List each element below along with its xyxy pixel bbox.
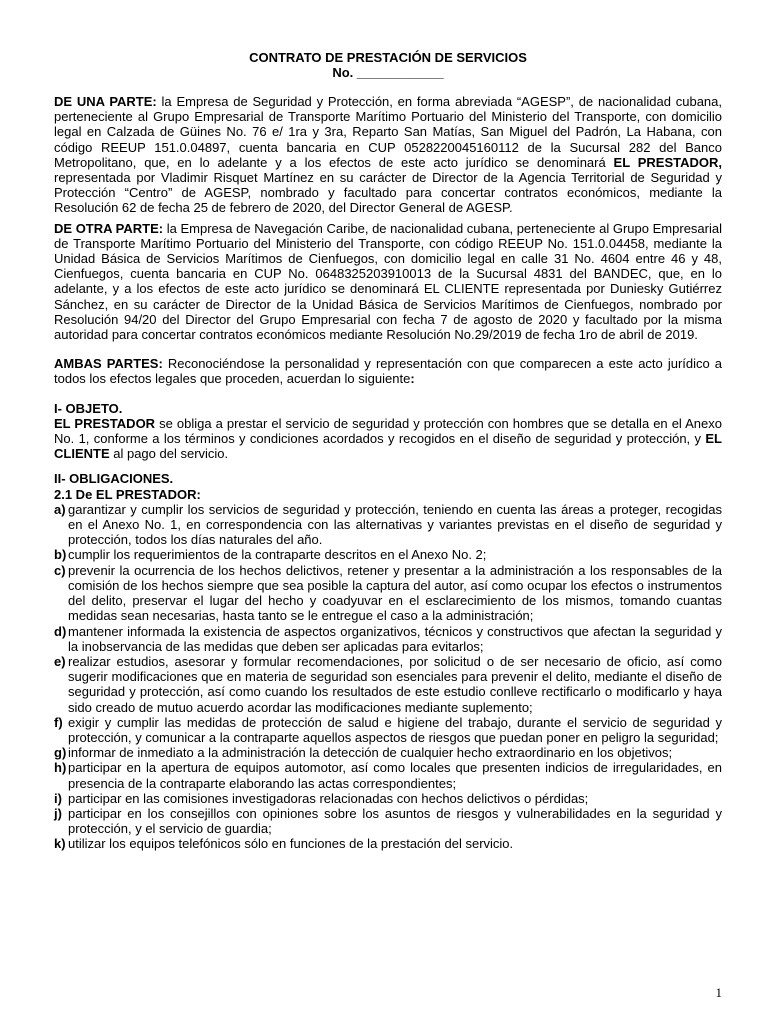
objeto-bold-cliente: EL CLIENTE bbox=[54, 431, 722, 462]
both-parties-paragraph bbox=[54, 356, 722, 386]
item-label: g) bbox=[54, 745, 67, 761]
list-item bbox=[54, 836, 722, 851]
contract-number: No. ____________ bbox=[332, 65, 444, 80]
item-text: mantener informada la existencia de aspectos organizativos, técnicos y constructivos que afectan la seguridad y la inobservancia de las medidas que deben ser aplicadas para evitarlos; bbox=[68, 623, 722, 654]
section-objeto-heading: I- OBJETO. bbox=[54, 400, 123, 416]
item-text: garantizar y cumplir los servicios de seguridad y protección, teniendo en cuenta las áreas a proteger, recogidas en el Anexo No. 1, en correspondencia con las alternativas y variantes previstas en el diseño de seguridad y protección, todos los días naturales del año. bbox=[68, 501, 722, 548]
item-label: e) bbox=[54, 653, 66, 669]
list-item bbox=[54, 624, 722, 654]
item-label: i) bbox=[54, 790, 62, 806]
item-label: c) bbox=[54, 562, 66, 578]
obligations-list bbox=[54, 502, 722, 852]
both-parties-text: Reconociéndose la personalidad y representación con que comparecen a este acto jurídico a todos los efectos legales que proceden, acuerdan lo siguiente bbox=[54, 356, 723, 387]
section-obligaciones-heading: II- OBLIGACIONES. bbox=[54, 471, 174, 487]
list-item bbox=[54, 502, 722, 548]
list-item bbox=[54, 791, 722, 806]
list-item bbox=[54, 760, 722, 790]
party-one-bold: EL PRESTADOR, bbox=[613, 154, 722, 170]
party-two-label: DE OTRA PARTE: bbox=[54, 220, 164, 236]
party-one-paragraph bbox=[54, 94, 722, 216]
item-label: j) bbox=[54, 805, 62, 821]
page-number: 1 bbox=[715, 985, 722, 1000]
party-one-text-a: la Empresa de Seguridad y Protección, en forma abreviada “AGESP”, de nacionalidad cubana, perteneciente al Grupo Empresarial de Transporte Marítimo Portuario del Ministerio del Transporte, con domicilio legal en Calzada de Güines No. 76 e/ 1ra y 3ra, Reparto San Matías, San Miguel del Padrón, La Habana, con código REEUP 151.0.04897, cuenta bancaria en CUP 0528220045160112 de la Sucursal 282 del Banco Metropolitano, que, en lo adelante y a los efectos de este acto jurídico se denominará bbox=[54, 94, 722, 170]
party-one-label: DE UNA PARTE: bbox=[54, 94, 157, 109]
title-block bbox=[54, 50, 722, 80]
section-objeto-paragraph bbox=[54, 416, 722, 462]
objeto-text-b: al pago del servicio. bbox=[109, 446, 229, 462]
list-item bbox=[54, 547, 722, 562]
item-label: a) bbox=[54, 501, 66, 517]
party-one-text-b: representada por Vladimir Risquet Martínez en su carácter de Director de la Agencia Territorial de Seguridad y Protección “Centro” de AGESP, nombrado y facultado para concertar contratos económicos, mediante la Resolución 62 de fecha 25 de febrero de 2020, del Director General de AGESP. bbox=[54, 170, 722, 216]
item-label: d) bbox=[54, 623, 67, 639]
document-title: CONTRATO DE PRESTACIÓN DE SERVICIOS bbox=[249, 50, 527, 65]
both-parties-end: : bbox=[410, 371, 415, 387]
item-text: participar en la apertura de equipos automotor, así como locales que presenten indicios de irregularidades, en presencia de la contraparte elaborando las actas correspondientes; bbox=[68, 760, 722, 791]
party-two-text: la Empresa de Navegación Caribe, de nacionalidad cubana, perteneciente al Grupo Empresarial de Transporte Marítimo Portuario del Ministerio del Transporte, con código REEUP No. 151.0.04458, mediante la Unidad Básica de Servicios Marítimos de Cienfuegos, con domicilio legal en calle 31 No. 4604 entre 46 y 48, Cienfuegos, cuenta bancaria en CUP No. 0648325203910013 de la Sucursal 4831 del BANDEC, que, en lo adelante, y a los efectos de este acto jurídico se denominará EL CLIENTE representada por Duniesky Gutiérrez Sánchez, en su carácter de Director de la Unidad Básica de Servicios Marítimos de Cienfuegos, nombrado por Resolución 94/20 del Director del Grupo Empresarial con fecha 7 de agosto de 2020 y facultado por la misma autoridad para concertar contratos económicos mediante Resolución No.29/2019 de fecha 1ro de abril de 2019. bbox=[54, 220, 722, 343]
both-parties-label: AMBAS PARTES: bbox=[54, 356, 163, 372]
objeto-text-a: se obliga a prestar el servicio de seguridad y protección con hombres que se detalla en el Anexo No. 1, conforme a los términos y condiciones acordados y recogidos en el diseño de seguridad y protección, y bbox=[54, 415, 722, 447]
item-label: k) bbox=[54, 836, 66, 852]
item-text: exigir y cumplir las medidas de protección de salud e higiene del trabajo, durante el servicio de seguridad y protección, y comunicar a la contraparte aquellos aspectos de riesgos que puedan poner en peligro la seguridad; bbox=[68, 714, 722, 745]
item-label: b) bbox=[54, 547, 67, 563]
item-text: participar en las comisiones investigadoras relacionadas con hechos delictivos o pérdidas; bbox=[68, 790, 589, 806]
list-item bbox=[54, 563, 722, 624]
item-text: participar en los consejillos con opiniones sobre los asuntos de riesgos y vulnerabilidades en la seguridad y protección, y el servicio de guardia; bbox=[68, 805, 722, 837]
objeto-bold-prestador: EL PRESTADOR bbox=[54, 415, 156, 431]
item-text: realizar estudios, asesorar y formular recomendaciones, por solicitud o de ser necesario de oficio, así como sugerir modificaciones que en materia de seguridad son esenciales para prevenir el delito, mediante el diseño de seguridad y protección, así como cuando los resultados de este estudio conlleve rectificarlo o modificarlo y haya sido creado de mutuo acuerdo acordar las modificaciones mediante suplemento; bbox=[68, 653, 722, 715]
section-prestador-subheading: 2.1 De EL PRESTADOR: bbox=[54, 486, 201, 502]
list-item bbox=[54, 745, 722, 760]
item-text: utilizar los equipos telefónicos sólo en funciones de la prestación del servicio. bbox=[68, 836, 514, 852]
item-text: cumplir los requerimientos de la contraparte descritos en el Anexo No. 2; bbox=[68, 547, 487, 563]
item-label: h) bbox=[54, 760, 67, 776]
party-two-paragraph bbox=[54, 221, 722, 343]
item-text: informar de inmediato a la administración la detección de cualquier hecho extraordinario en los objetivos; bbox=[68, 745, 673, 761]
list-item bbox=[54, 806, 722, 836]
item-label: f) bbox=[54, 714, 63, 730]
list-item bbox=[54, 654, 722, 715]
list-item bbox=[54, 715, 722, 745]
item-text: prevenir la ocurrencia de los hechos delictivos, retener y presentar a la administración a los responsables de la comisión de los hechos siempre que sea posible la captura del autor, así como ocupar los efectos o instrumentos del delito, preservar el lugar del hecho y coadyuvar en el esclarecimiento de los mismos, tomando cuantas medidas sean necesarias, hasta tanto se le entregue el caso a la administración; bbox=[68, 562, 722, 624]
